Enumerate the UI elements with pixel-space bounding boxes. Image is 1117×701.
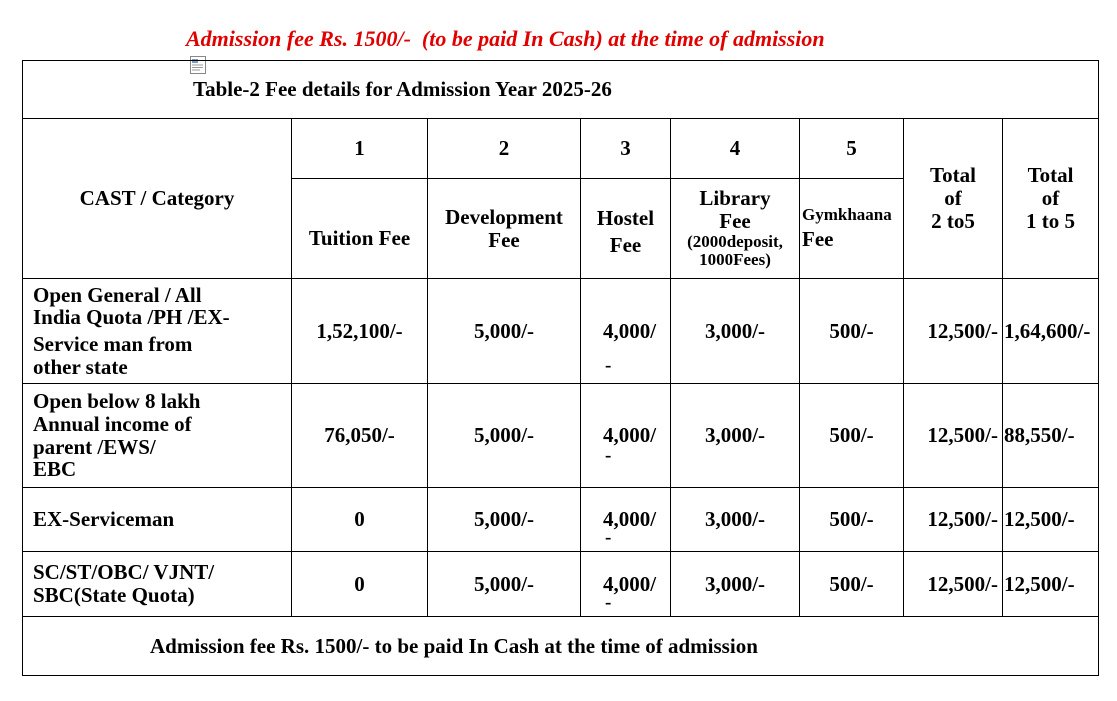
footer-row [23,617,1099,676]
table-row [23,552,1099,617]
column-number-5: 5 [800,119,904,179]
library-header-line: 1000Fees) [699,250,771,270]
column-number-row [23,119,1099,179]
table-title: Table-2 Fee details for Admission Year 2025-26 [23,61,1099,119]
tuition-fee-header: Tuition Fee [292,179,428,279]
hostel-dash: - [605,592,612,614]
total-2-to-5-header [904,119,1003,279]
category-line: other state [33,354,128,379]
library-header-line: Library [699,186,771,211]
hostel-header-line: Fee [609,232,642,257]
development-value: 5,000/- [428,279,581,384]
banner-text: Admission fee Rs. 1500/- (to be paid In Cash) at the time of admission [186,26,825,51]
library-fee-header [671,179,800,279]
total-1-to-5-header-line: of [1041,186,1060,211]
category-line: India Quota /PH /EX- [33,305,230,330]
hostel-dash: - [605,445,612,467]
library-header-line: (2000deposit, [687,231,783,251]
total-2-to-5-value: 12,500/- [904,279,1003,384]
total-1-to-5-value: 1,64,600/- [1003,279,1099,384]
category-label [23,488,292,552]
hostel-fee-header [581,179,671,279]
hostel-amount: 4,000/ [603,318,657,343]
total-2-to-5-value: 12,500/- [904,488,1003,552]
total-1-to-5-header [1003,119,1099,279]
table-row [23,488,1099,552]
development-value: 5,000/- [428,552,581,617]
admission-fee-banner [168,24,825,54]
hostel-dash: - [605,527,612,549]
tuition-value: 76,050/- [292,384,428,488]
hostel-header-line: Hostel [596,205,655,230]
category-line: parent /EWS/ [33,434,156,459]
hostel-value [581,488,671,552]
category-line: EX-Serviceman [33,507,175,532]
development-header-line: Fee [488,227,520,252]
category-line: Open General / All [33,282,202,307]
category-label [23,552,292,617]
total-1-to-5-header-line: 1 to 5 [1026,208,1076,233]
total-2-to-5-header-line: Total [930,163,976,188]
category-line: Open below 8 lakh [33,389,201,414]
tuition-value: 0 [292,488,428,552]
gymkhaana-value: 500/- [800,279,904,384]
total-1-to-5-value: 12,500/- [1003,552,1099,617]
category-header: CAST / Category [23,119,292,279]
hostel-amount: 4,000/ [603,571,657,596]
total-2-to-5-value: 12,500/- [904,552,1003,617]
hostel-amount: 4,000/ [603,423,657,448]
library-value: 3,000/- [671,279,800,384]
column-number-1: 1 [292,119,428,179]
gymkhaana-value: 500/- [800,488,904,552]
tuition-value: 1,52,100/- [292,279,428,384]
category-line: EBC [33,457,77,482]
gymkhaana-header-line: Gymkhaana [802,204,892,224]
category-line: Service man from [33,332,193,356]
library-header-line: Fee [719,209,751,234]
hostel-value [581,384,671,488]
total-2-to-5-header-line: of [944,186,962,211]
hostel-value [581,552,671,617]
column-number-4: 4 [671,119,800,179]
column-number-2: 2 [428,119,581,179]
fee-details-table [22,60,1099,676]
title-row [23,61,1099,119]
table-row [23,384,1099,488]
hostel-amount: 4,000/ [603,507,657,532]
hostel-value [581,279,671,384]
gymkhaana-header-line: Fee [802,227,834,252]
library-value: 3,000/- [671,488,800,552]
library-value: 3,000/- [671,552,800,617]
category-line: SC/ST/OBC/ VJNT/ [33,560,215,585]
total-1-to-5-value: 12,500/- [1003,488,1099,552]
library-value: 3,000/- [671,384,800,488]
gymkhaana-fee-header [800,179,904,279]
total-1-to-5-value: 88,550/- [1003,384,1099,488]
development-value: 5,000/- [428,488,581,552]
column-number-3: 3 [581,119,671,179]
category-label [23,279,292,384]
development-header-line: Development [445,204,563,229]
total-2-to-5-value: 12,500/- [904,384,1003,488]
category-line: Annual income of [33,411,192,436]
gymkhaana-value: 500/- [800,552,904,617]
development-value: 5,000/- [428,384,581,488]
broken-image-icon [168,28,184,46]
category-line: SBC(State Quota) [33,583,195,607]
total-2-to-5-header-line: 2 to5 [931,208,975,233]
gymkhaana-value: 500/- [800,384,904,488]
tuition-value: 0 [292,552,428,617]
admission-fee-note: Admission fee Rs. 1500/- to be paid In Cash at the time of admission [23,617,1099,676]
table-row [23,279,1099,384]
total-1-to-5-header-line: Total [1027,163,1074,188]
category-label [23,384,292,488]
hostel-dash: - [605,355,612,377]
development-fee-header [428,179,581,279]
